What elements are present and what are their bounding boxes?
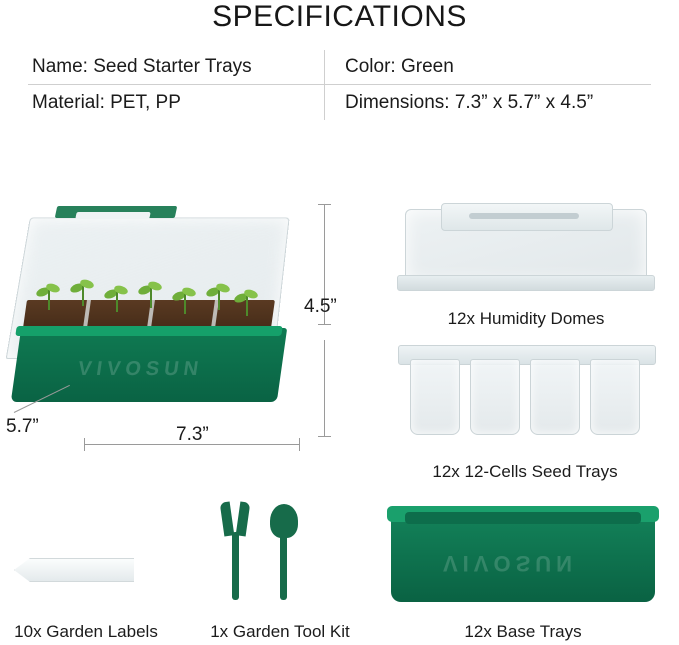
brand-logo-hero: VIVOSUN: [76, 358, 205, 380]
seed-trays-caption: 12x 12-Cells Seed Trays: [432, 462, 618, 481]
height-dimension-line-lower: [324, 340, 325, 436]
height-dimension-cap-lower: [318, 436, 331, 437]
garden-labels-caption: 10x Garden Labels: [14, 622, 158, 641]
base-tray-lip: [15, 326, 282, 336]
height-dimension-label: 4.5”: [304, 296, 337, 317]
seedling-icon: [206, 280, 232, 310]
spec-dimensions: Dimensions: 7.3” x 5.7” x 4.5”: [345, 91, 594, 113]
seedling-icon: [138, 278, 164, 308]
garden-labels-image: [14, 540, 144, 600]
base-trays-image: [383, 502, 663, 612]
spec-name: Name: Seed Starter Trays: [28, 50, 325, 85]
tray-cell: [590, 359, 640, 435]
garden-tool-kit-image: [214, 498, 344, 604]
height-dimension-cap-top: [318, 204, 331, 205]
seedling-icon: [36, 280, 62, 310]
dome-vent-slot: [75, 212, 150, 219]
brand-logo-base-tray: VIVOSUN: [443, 551, 578, 576]
base-trays-caption: 12x Base Trays: [464, 622, 582, 641]
spec-color: Color: Green: [325, 50, 651, 85]
page-title: SPECIFICATIONS: [212, 0, 467, 33]
seedling-icon: [70, 276, 96, 306]
seedling-icon: [172, 284, 198, 314]
seedling-icon: [104, 282, 130, 312]
tray-cell: [410, 359, 460, 435]
tray-cell: [470, 359, 520, 435]
base-tray-inner-wall: [405, 512, 641, 524]
depth-dimension-label: 5.7”: [6, 416, 39, 437]
dome-base-rim: [397, 275, 655, 291]
hero-product-image: [8, 196, 308, 446]
humidity-domes-image: [397, 203, 655, 303]
seedling-icon: [234, 286, 260, 316]
spec-material: Material: PET, PP: [28, 85, 325, 120]
specifications-table: [28, 50, 651, 120]
width-dimension-cap-right: [299, 438, 300, 451]
garden-tool-kit-caption: 1x Garden Tool Kit: [210, 622, 350, 641]
humidity-domes-caption: 12x Humidity Domes: [447, 309, 605, 328]
tray-cell: [530, 359, 580, 435]
plant-label-shape: [14, 558, 136, 582]
seed-trays-image: [398, 345, 654, 455]
width-dimension-label: 7.3”: [176, 424, 209, 445]
dome-vent-slot-icon: [469, 213, 579, 219]
height-dimension-cap-bottom: [318, 324, 331, 325]
width-dimension-cap-left: [84, 438, 85, 451]
